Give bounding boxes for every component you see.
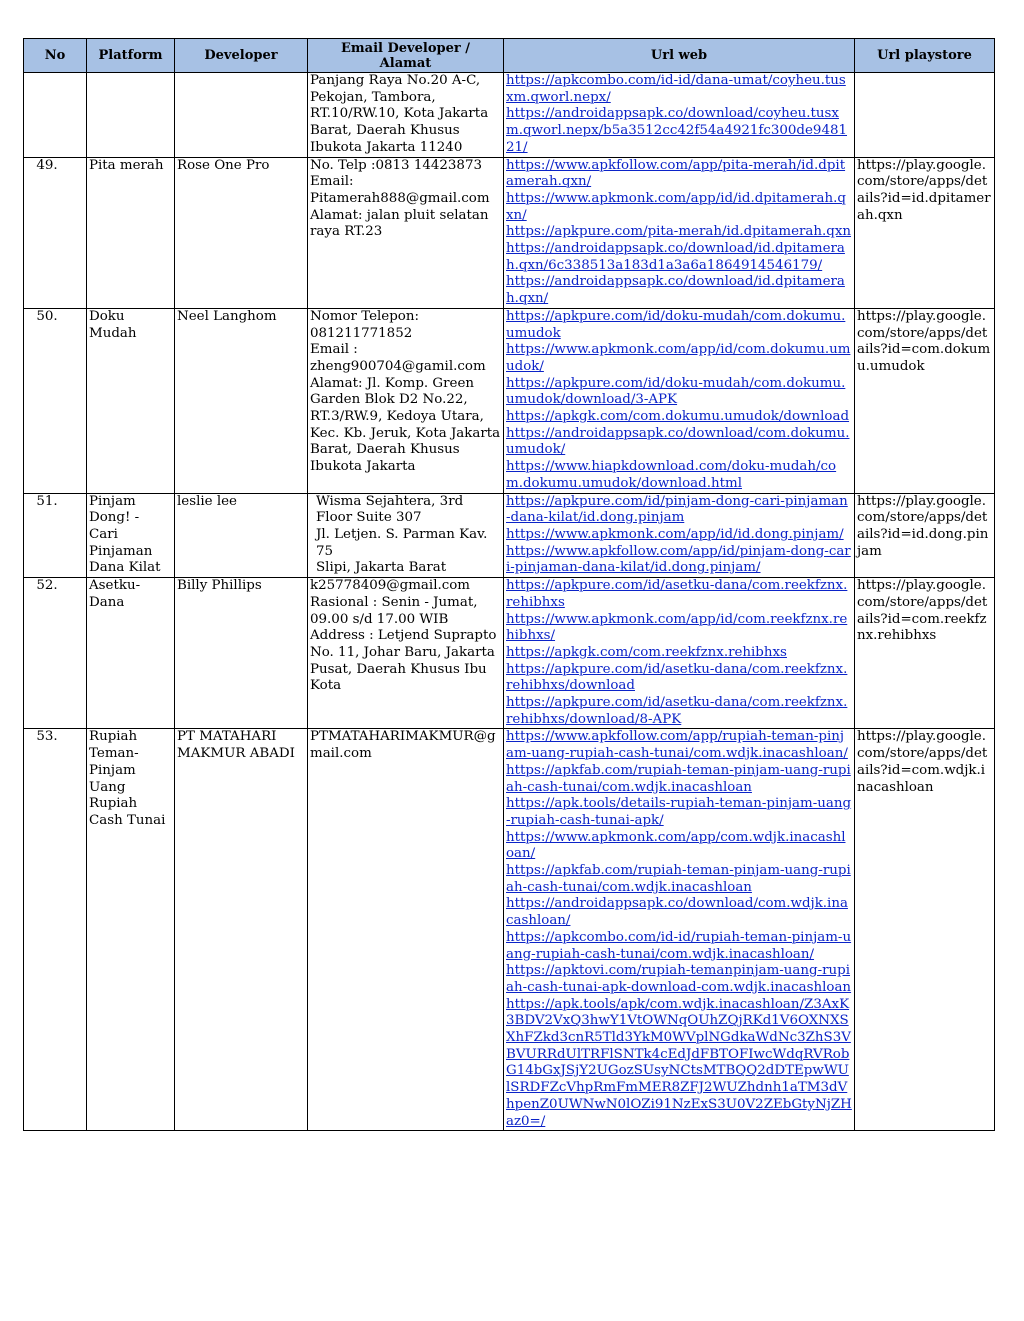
- url-link[interactable]: https://www.apkmonk.com/app/id/com.dokumu.umudok/: [506, 342, 851, 374]
- cell-contact: [308, 578, 504, 729]
- cell-platform: Doku Mudah: [87, 308, 175, 493]
- url-link[interactable]: https://apkpure.com/id/doku-mudah/com.dokumu.umudok: [506, 308, 846, 341]
- cell-url-playstore: https://play.google.com/store/apps/details?id=com.dokumu.umudok: [855, 308, 995, 493]
- url-link[interactable]: https://www.hiapkdownload.com/doku-mudah/com.dokumu.umudok/download.html: [506, 459, 837, 491]
- contact-line: k25778409@gmail.com: [310, 578, 470, 594]
- contact-line: Rasional : Senin - Jumat, 09.00 s/d 17.00 WIB: [310, 594, 478, 627]
- header-platform: Platform: [87, 39, 175, 73]
- contact-line: Alamat: jalan pluit selatan raya RT.23: [310, 207, 489, 240]
- cell-developer: PT MATAHARI MAKMUR ABADI: [175, 729, 308, 1131]
- url-link[interactable]: https://apkcombo.com/id-id/rupiah-teman-pinjam-uang-rupiah-cash-tunai/com.wdjk.inacashloan/: [506, 929, 852, 962]
- app-listing-table: [23, 38, 995, 1131]
- header-email-address: [308, 39, 504, 73]
- cell-no: 50.: [24, 308, 87, 493]
- cell-contact: [308, 493, 504, 578]
- table-row: [24, 73, 995, 158]
- contact-line: Pitamerah888@gmail.com: [310, 190, 490, 206]
- contact-line: Email:: [310, 174, 354, 190]
- contact-line: Jl. Letjen. S. Parman Kav. 75: [316, 526, 488, 559]
- url-link[interactable]: https://apkgk.com/com.dokumu.umudok/download: [506, 409, 850, 425]
- cell-developer: [175, 73, 308, 158]
- contact-line: PTMATAHARIMAKMUR@gmail.com: [310, 729, 496, 762]
- url-link[interactable]: https://apkpure.com/pita-merah/id.dpitamerah.qxn: [506, 224, 852, 240]
- url-link[interactable]: https://androidappsapk.co/download/id.dpitamerah.qxn/6c338513a183d1a3a6a1864914546179/: [506, 241, 845, 273]
- url-link[interactable]: https://apkpure.com/id/asetku-dana/com.reekfznx.rehibhxs/download/8-APK: [506, 695, 848, 727]
- url-link[interactable]: https://apkfab.com/rupiah-teman-pinjam-uang-rupiah-cash-tunai/com.wdjk.inacashloan: [506, 863, 851, 895]
- cell-platform: Pinjam Dong! - Cari Pinjaman Dana Kilat: [87, 493, 175, 578]
- url-link[interactable]: https://apkpure.com/id/pinjam-dong-cari-pinjaman-dana-kilat/id.dong.pinjam: [506, 493, 848, 526]
- url-link[interactable]: https://apkcombo.com/id-id/dana-umat/coyheu.tusxm.qworl.nepx/: [506, 73, 846, 105]
- header-email-line1: Email Developer /: [341, 40, 470, 56]
- header-url-web: Url web: [504, 39, 855, 73]
- cell-contact: [308, 73, 504, 158]
- contact-line: Slipi, Jakarta Barat: [316, 560, 447, 576]
- url-link[interactable]: https://www.apkmonk.com/app/id/com.reekfznx.rehibhxs/: [506, 611, 848, 644]
- cell-no: 52.: [24, 578, 87, 729]
- cell-developer: Rose One Pro: [175, 157, 308, 308]
- table-row: [24, 729, 995, 1131]
- cell-contact: [308, 157, 504, 308]
- url-link[interactable]: https://androidappsapk.co/download/coyheu.tusxm.qworl.nepx/b5a3512cc42f54a4921fc300de948121/: [506, 106, 848, 155]
- cell-platform: Pita merah: [87, 157, 175, 308]
- url-link[interactable]: https://www.apkmonk.com/app/id/id.dong.pinjam/: [506, 526, 844, 542]
- url-link[interactable]: https://apk.tools/apk/com.wdjk.inacashloan/Z3AxK3BDV2VxQ3hwY1VtOWNqOUhZQjRKd1V6OXNXSXhFZkd3cnR5Tld3YkM0WVplNGdkaWdNc3ZhS3VBVURRdUlTRFlSNTk4cEdJdFBTOFIwcWdqRVRobG14bGxJSjY2UGozSUsyNCtsMTBQQ2dDTEpwWUlSRDFZcVhpRmFmMER8ZFJ2WUZhdnh1aTM3dVhpenZ0UWNwN0lOZi91NzExS3U0V2ZEbGtyNjZHaz0=/: [506, 996, 852, 1129]
- cell-url-playstore: https://play.google.com/store/apps/details?id=id.dpitamerah.qxn: [855, 157, 995, 308]
- cell-developer: Billy Phillips: [175, 578, 308, 729]
- header-row: [24, 39, 995, 73]
- url-link[interactable]: https://apk.tools/details-rupiah-teman-pinjam-uang-rupiah-cash-tunai-apk/: [506, 796, 852, 828]
- url-link[interactable]: https://apktovi.com/rupiah-temanpinjam-uang-rupiah-cash-tunai-apk-download-com.wdjk.inacashloan: [506, 963, 852, 995]
- contact-line: Email :: [310, 342, 358, 358]
- contact-line: zheng900704@gamil.com: [310, 358, 486, 374]
- contact-line: Address : Letjend Suprapto No. 11, Johar Baru, Jakarta Pusat, Daerah Khusus Ibu Kota: [310, 628, 497, 694]
- table-row: [24, 157, 995, 308]
- cell-url-playstore: https://play.google.com/store/apps/details?id=com.wdjk.inacashloan: [855, 729, 995, 1131]
- contact-line: Alamat: Jl. Komp. Green Garden Blok D2 No.22, RT.3/RW.9, Kedoya Utara, Kec. Kb. Jeruk, Kota Jakarta Barat, Daerah Khusus Ibukota Jakarta: [310, 375, 501, 475]
- url-link[interactable]: https://androidappsapk.co/download/com.dokumu.umudok/: [506, 425, 850, 458]
- url-link[interactable]: https://www.apkmonk.com/app/com.wdjk.inacashloan/: [506, 829, 846, 862]
- cell-url-playstore: [855, 73, 995, 158]
- table-body: [24, 73, 995, 1131]
- url-link[interactable]: https://apkpure.com/id/doku-mudah/com.dokumu.umudok/download/3-APK: [506, 375, 846, 408]
- cell-url-web: [504, 493, 855, 578]
- url-link[interactable]: https://www.apkfollow.com/app/pita-merah/id.dpitamerah.qxn/: [506, 157, 846, 190]
- cell-url-web: [504, 308, 855, 493]
- header-no: No: [24, 39, 87, 73]
- url-link[interactable]: https://www.apkfollow.com/app/rupiah-teman-pinjam-uang-rupiah-cash-tunai/com.wdjk.inacashloan/: [506, 729, 848, 762]
- cell-no: [24, 73, 87, 158]
- url-link[interactable]: https://apkpure.com/id/asetku-dana/com.reekfznx.rehibhxs: [506, 578, 848, 610]
- cell-url-playstore: https://play.google.com/store/apps/details?id=id.dong.pinjam: [855, 493, 995, 578]
- table-row: [24, 308, 995, 493]
- cell-platform: Asetku-Dana: [87, 578, 175, 729]
- cell-no: 49.: [24, 157, 87, 308]
- cell-platform: [87, 73, 175, 158]
- cell-developer: leslie lee: [175, 493, 308, 578]
- url-link[interactable]: https://androidappsapk.co/download/id.dpitamerah.qxn/: [506, 274, 845, 307]
- cell-url-web: [504, 157, 855, 308]
- url-link[interactable]: https://apkfab.com/rupiah-teman-pinjam-uang-rupiah-cash-tunai/com.wdjk.inacashloan: [506, 762, 851, 795]
- table-header: [24, 39, 995, 73]
- contact-line: Nomor Telepon:: [310, 308, 419, 324]
- cell-contact: [308, 308, 504, 493]
- cell-url-web: [504, 73, 855, 158]
- table-row: [24, 493, 995, 578]
- header-developer: Developer: [175, 39, 308, 73]
- cell-url-web: [504, 729, 855, 1131]
- cell-no: 53.: [24, 729, 87, 1131]
- header-email-line2: Alamat: [379, 55, 432, 71]
- cell-contact: [308, 729, 504, 1131]
- cell-url-playstore: https://play.google.com/store/apps/details?id=com.reekfznx.rehibhxs: [855, 578, 995, 729]
- cell-platform: Rupiah Teman-Pinjam Uang Rupiah Cash Tunai: [87, 729, 175, 1131]
- url-link[interactable]: https://www.apkmonk.com/app/id/id.dpitamerah.qxn/: [506, 190, 846, 223]
- contact-line: Panjang Raya No.20 A-C, Pekojan, Tambora, RT.10/RW.10, Kota Jakarta Barat, Daerah Khusus Ibukota Jakarta 11240: [310, 73, 489, 155]
- url-link[interactable]: https://apkgk.com/com.reekfznx.rehibhxs: [506, 644, 787, 660]
- contact-line: 081211771852: [310, 325, 413, 341]
- header-url-playstore: Url playstore: [855, 39, 995, 73]
- url-link[interactable]: https://www.apkfollow.com/app/id/pinjam-dong-cari-pinjaman-dana-kilat/id.dong.pinjam/: [506, 543, 851, 576]
- cell-url-web: [504, 578, 855, 729]
- contact-line: Wisma Sejahtera, 3rd Floor Suite 307: [316, 493, 464, 526]
- cell-developer: Neel Langhom: [175, 308, 308, 493]
- url-link[interactable]: https://androidappsapk.co/download/com.wdjk.inacashloan/: [506, 896, 848, 929]
- contact-line: No. Telp :0813 14423873: [310, 157, 482, 173]
- table-row: [24, 578, 995, 729]
- url-link[interactable]: https://apkpure.com/id/asetku-dana/com.reekfznx.rehibhxs/download: [506, 661, 848, 694]
- cell-no: 51.: [24, 493, 87, 578]
